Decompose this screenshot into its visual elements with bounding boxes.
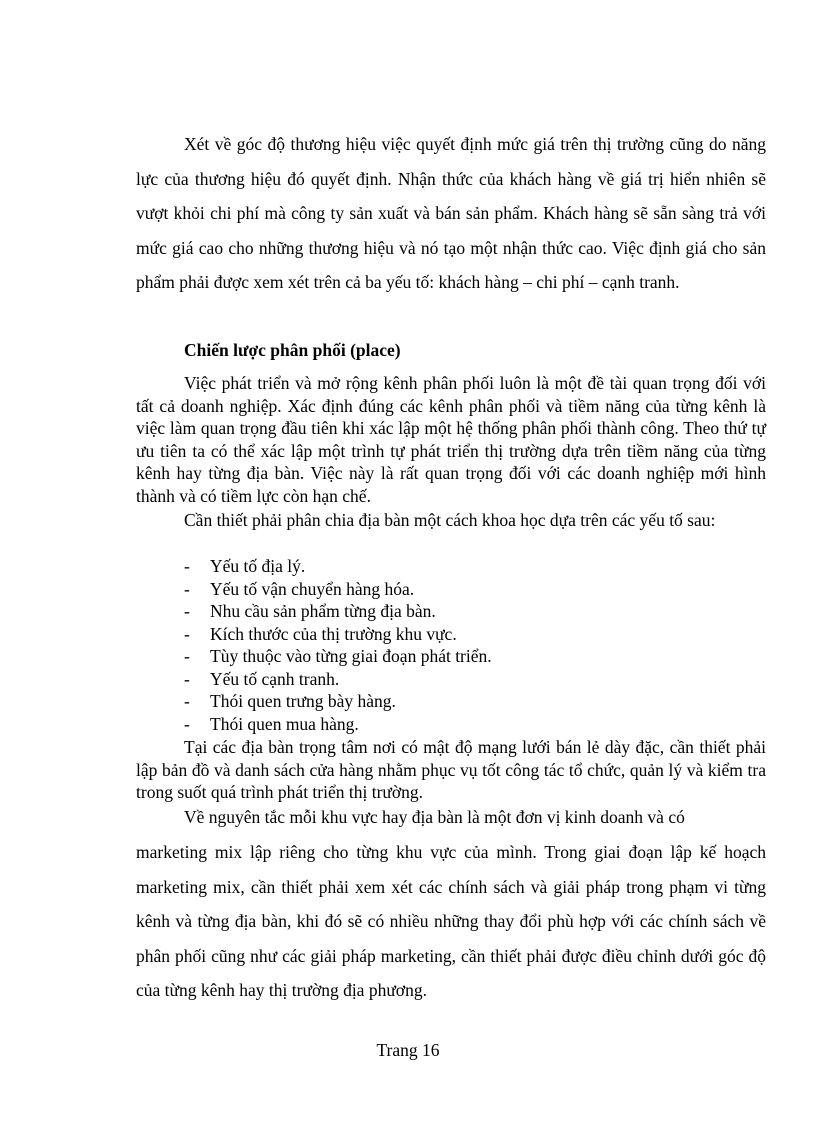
list-item-text: Tùy thuộc vào từng giai đoạn phát triển. [210,646,492,666]
paragraph-principle-continued: marketing mix lập riêng cho từng khu vực của mình. Trong giai đoạn lập kế hoạch marketing mix, cần thiết phải xem xét các chính sách và giải pháp trong phạm vi từng kênh và từng địa bàn, khi đó sẽ có nhiều những thay đổi phù hợp với các chính sách về phân phối cũng như các giải pháp marketing, cần thiết phải được điều chỉnh dưới góc độ của từng kênh hay thị trường địa phương. [136,842,766,1001]
paragraph-retail-mapping: Tại các địa bàn trọng tâm nơi có mật độ mạng lưới bán lẻ dày đặc, cần thiết phải lập bản đồ và danh sách cửa hàng nhằm phục vụ tốt công tác tổ chức, quản lý và kiểm tra trong suốt quá trình phát triển thị trường. [136,737,766,802]
paragraph-distribution-channels: Việc phát triển và mở rộng kênh phân phối luôn là một đề tài quan trọng đối với tất cả doanh nghiệp. Xác định đúng các kênh phân phối và tiềm năng của từng kênh là việc làm quan trọng đầu tiên khi xác lập một hệ thống phân phối thành công. Theo thứ tự ưu tiên ta có thể xác lập một trình tự phát triển thị trường dựa trên tiềm năng của từng kênh hay từng địa bàn. Việc này là rất quan trọng đối với các doanh nghiệp mới hình thành và có tiềm lực còn hạn chế. [136,373,766,506]
list-item-text: Yếu tố địa lý. [210,556,306,576]
list-item [184,555,492,578]
list-bullet: - [184,623,190,644]
intro-paragraph: Xét về góc độ thương hiệu việc quyết định mức giá trên thị trường cũng do năng lực của thương hiệu đó quyết định. Nhận thức của khách hàng về giá trị hiển nhiên sẽ vượt khỏi chi phí mà công ty sản xuất và bán sản phẩm. Khách hàng sẽ sẵn sàng trả với mức giá cao cho những thương hiệu và nó tạo một nhận thức cao. Việc định giá cho sản phẩm phải được xem xét trên cả ba yếu tố: khách hàng – chi phí – cạnh tranh. [136,134,766,293]
list-item [184,623,492,646]
list-bullet: - [184,668,190,689]
list-item [184,600,492,623]
list-item-text: Yếu tố vận chuyển hàng hóa. [210,578,415,599]
paragraph-territory-division: Cần thiết phải phân chia địa bàn một cách khoa học dựa trên các yếu tố sau: [184,510,716,530]
list-item [184,578,492,601]
paragraph-principle-first-line: Về nguyên tắc mỗi khu vực hay địa bàn là một đơn vị kinh doanh và có [184,807,685,827]
list-item-text: Thói quen mua hàng. [210,713,359,734]
list-item [184,645,492,668]
list-bullet: - [184,601,190,621]
list-item [184,690,492,713]
list-item [184,668,492,691]
list-bullet: - [184,556,190,576]
list-bullet: - [184,646,190,666]
list-item-text: Yếu tố cạnh tranh. [210,668,340,689]
list-bullet: - [184,691,190,711]
section-heading: Chiến lược phân phối (place) [184,340,401,360]
list-bullet: - [184,578,190,599]
list-bullet: - [184,713,190,734]
list-item-text: Thói quen trưng bày hàng. [210,691,396,711]
list-item-text: Nhu cầu sản phẩm từng địa bàn. [210,601,436,621]
page-number: Trang 16 [376,1040,440,1060]
list-item [184,713,492,736]
factor-list [184,555,492,735]
list-item-text: Kích thước của thị trường khu vực. [210,623,457,644]
